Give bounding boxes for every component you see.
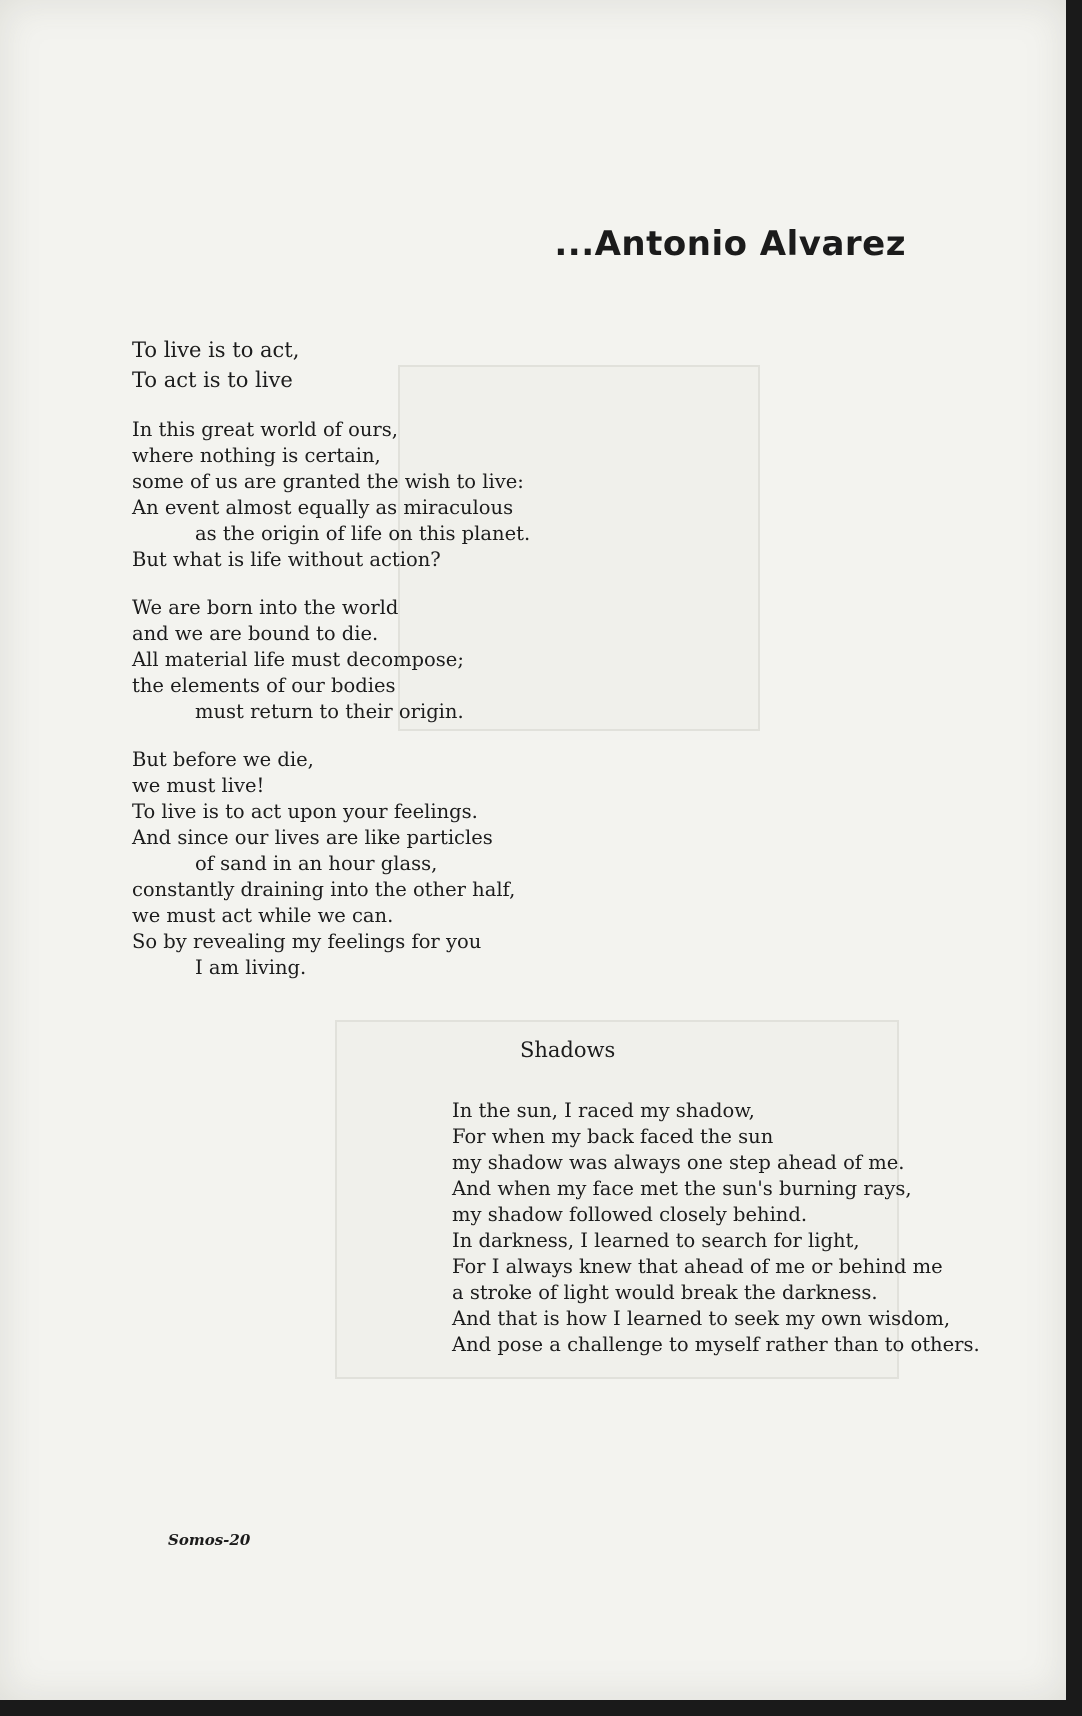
poem-line: And that is how I learned to seek my own wisdom, <box>452 1307 951 1330</box>
poem-stanza <box>132 595 530 725</box>
poem-line: as the origin of life on this planet. <box>195 522 531 545</box>
poem-line: a stroke of light would break the darkness. <box>452 1281 878 1304</box>
poem-stanzas <box>132 417 530 981</box>
scan-edge-right <box>1066 0 1082 1716</box>
poem-to-live-is-to-act <box>132 335 530 1003</box>
page-folio: Somos-20 <box>168 1531 251 1549</box>
poem-line: where nothing is certain, <box>132 444 381 467</box>
poem-line: my shadow was always one step ahead of me. <box>452 1151 905 1174</box>
poem-line: of sand in an hour glass, <box>195 852 438 875</box>
poem-line: So by revealing my feelings for you <box>132 930 482 953</box>
poem-line: We are born into the world <box>132 596 399 619</box>
poem-line: must return to their origin. <box>195 700 464 723</box>
poem-line: An event almost equally as miraculous <box>132 496 514 519</box>
poem-line: To live is to act upon your feelings. <box>132 800 478 823</box>
poem-line: In darkness, I learned to search for light, <box>452 1229 860 1252</box>
poem-line: we must act while we can. <box>132 904 394 927</box>
poem-line: But what is life without action? <box>132 548 441 571</box>
poem-line: and we are bound to die. <box>132 622 379 645</box>
poem-line: I am living. <box>195 956 307 979</box>
poem-title-shadows: Shadows <box>520 1038 616 1062</box>
poem-stanza <box>132 417 530 573</box>
poem-line: constantly draining into the other half, <box>132 878 516 901</box>
poem-line: In this great world of ours, <box>132 418 398 441</box>
poem-stanza <box>132 747 530 981</box>
poem-line: To live is to act, <box>132 338 300 362</box>
poem-line: But before we die, <box>132 748 314 771</box>
poem-line: And when my face met the sun's burning rays, <box>452 1177 912 1200</box>
poem-line: For when my back faced the sun <box>452 1125 774 1148</box>
poem-line: In the sun, I raced my shadow, <box>452 1099 755 1122</box>
poem-opening <box>132 335 530 395</box>
poem-line: And pose a challenge to myself rather than to others. <box>452 1333 980 1356</box>
poem-line: To act is to live <box>132 368 293 392</box>
poem-line: All material life must decompose; <box>132 648 464 671</box>
poem-line: we must live! <box>132 774 265 797</box>
poem-line: the elements of our bodies <box>132 674 396 697</box>
poem-line: For I always knew that ahead of me or behind me <box>452 1255 943 1278</box>
author-name: ...Antonio Alvarez <box>554 224 906 264</box>
poem-line: my shadow followed closely behind. <box>452 1203 808 1226</box>
poem-shadows <box>452 1098 980 1358</box>
poem-line: some of us are granted the wish to live: <box>132 470 524 493</box>
poem-line: And since our lives are like particles <box>132 826 493 849</box>
scan-edge-bottom <box>0 1700 1082 1716</box>
